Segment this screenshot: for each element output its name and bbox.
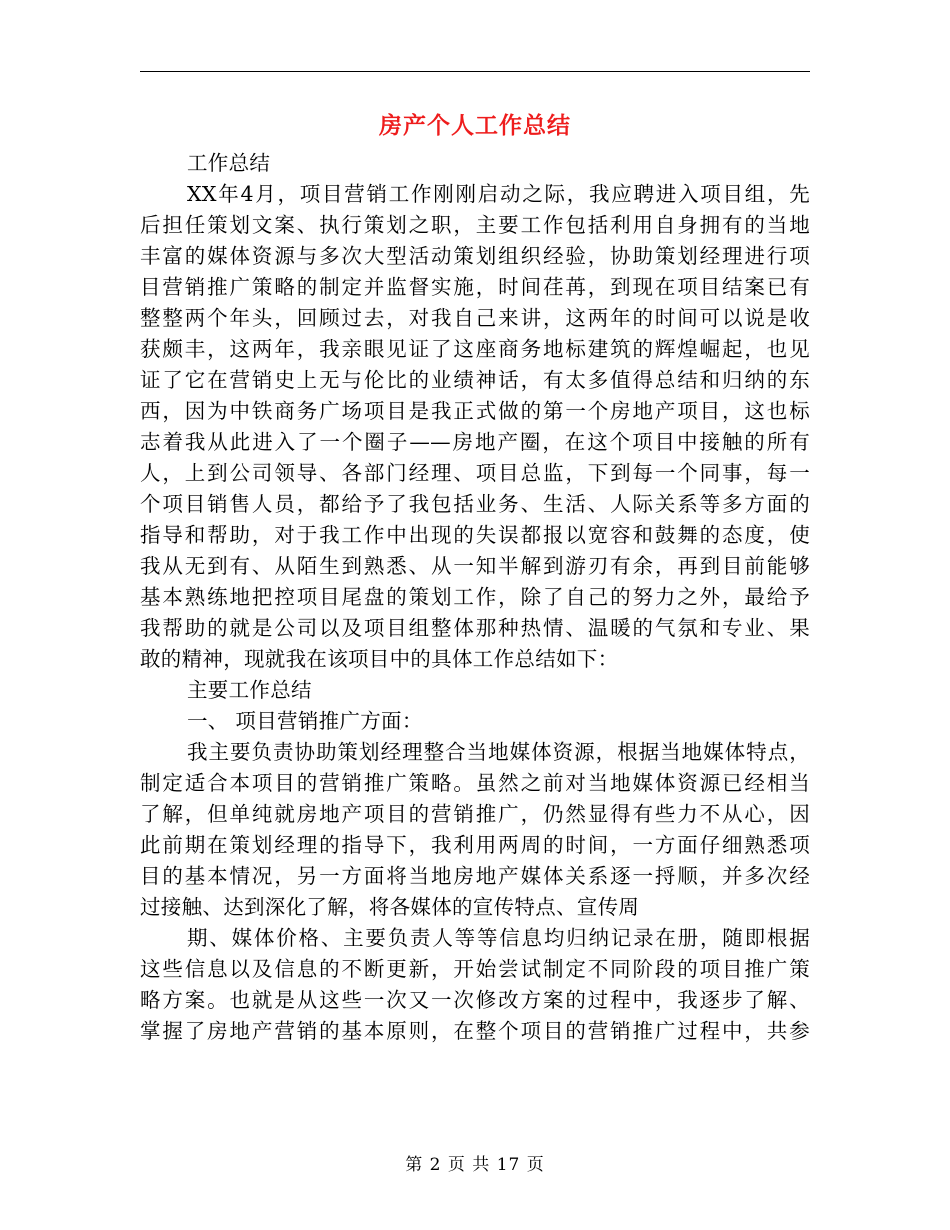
paragraph-line: 丰富的媒体资源与多次大型活动策划组织经验，协助策划经理进行项 [140,244,810,268]
header-rule [140,71,810,72]
paragraph-line: 我帮助的就是公司以及项目组整体那种热情、温暖的气氛和专业、果 [140,616,810,640]
paragraph-line: 过接触、达到深化了解，将各媒体的宣传特点、宣传周 [140,895,640,919]
paragraph-line: 制定适合本项目的营销推广策略。虽然之前对当地媒体资源已经相当 [140,771,810,795]
paragraph-line: 证了它在营销史上无与伦比的业绩神话，有太多值得总结和归纳的东 [140,368,810,392]
paragraph-line: 略方案。也就是从这些一次又一次修改方案的过程中，我逐步了解、 [140,988,810,1012]
section-heading: 主要工作总结 [187,678,312,702]
paragraph-line: 整整两个年头，回顾过去，对我自己来讲，这两年的时间可以说是收 [140,306,810,330]
paragraph-line: 人，上到公司领导、各部门经理、项目总监，下到每一个同事，每一 [140,461,810,485]
paragraph-line: 了解，但单纯就房地产项目的营销推广，仍然显得有些力不从心，因 [140,802,810,826]
paragraph-line: 后担任策划文案、执行策划之职，主要工作包括利用自身拥有的当地 [140,213,810,237]
paragraph-line: 指导和帮助，对于我工作中出现的失误都报以宽容和鼓舞的态度，使 [140,523,810,547]
section-heading: 工作总结 [187,151,271,175]
paragraph-line: 个项目销售人员，都给予了我包括业务、生活、人际关系等多方面的 [140,492,810,516]
paragraph-line: 期、媒体价格、主要负责人等等信息均归纳记录在册，随即根据 [187,926,810,950]
page-number: 第 2 页 共 17 页 [405,1155,545,1175]
paragraph-line: 目的基本情况，另一方面将当地房地产媒体关系逐一捋顺，并多次经 [140,864,810,888]
paragraph-line: 基本熟练地把控项目尾盘的策划工作，除了自己的努力之外，最给予 [140,585,810,609]
paragraph-line: 西，因为中铁商务广场项目是我正式做的第一个房地产项目，这也标 [140,399,810,423]
paragraph-line: 我主要负责协助策划经理整合当地媒体资源，根据当地媒体特点， [187,740,810,764]
paragraph-line: 敢的精神，现就我在该项目中的具体工作总结如下： [140,647,619,671]
paragraph-line: 这些信息以及信息的不断更新，开始尝试制定不同阶段的项目推广策 [140,957,810,981]
paragraph-line: 志着我从此进入了一个圈子——房地产圈，在这个项目中接触的所有 [140,430,810,454]
paragraph-line: 目营销推广策略的制定并监督实施，时间荏苒，到现在项目结案已有 [140,275,810,299]
paragraph-line: 此前期在策划经理的指导下，我利用两周的时间，一方面仔细熟悉项 [140,833,810,857]
document-title: 房产个人工作总结 [379,112,571,139]
paragraph-line: 我从无到有、从陌生到熟悉、从一知半解到游刃有余，再到目前能够 [140,554,810,578]
document-body [140,148,810,1047]
paragraph-line: 获颇丰，这两年，我亲眼见证了这座商务地标建筑的辉煌崛起，也见 [140,337,810,361]
paragraph-line: 掌握了房地产营销的基本原则，在整个项目的营销推广过程中，共参 [140,1019,810,1043]
subsection-heading: 一、 项目营销推广方面： [187,709,423,733]
paragraph-line: XX年4月，项目营销工作刚刚启动之际，我应聘进入项目组，先 [187,182,810,206]
